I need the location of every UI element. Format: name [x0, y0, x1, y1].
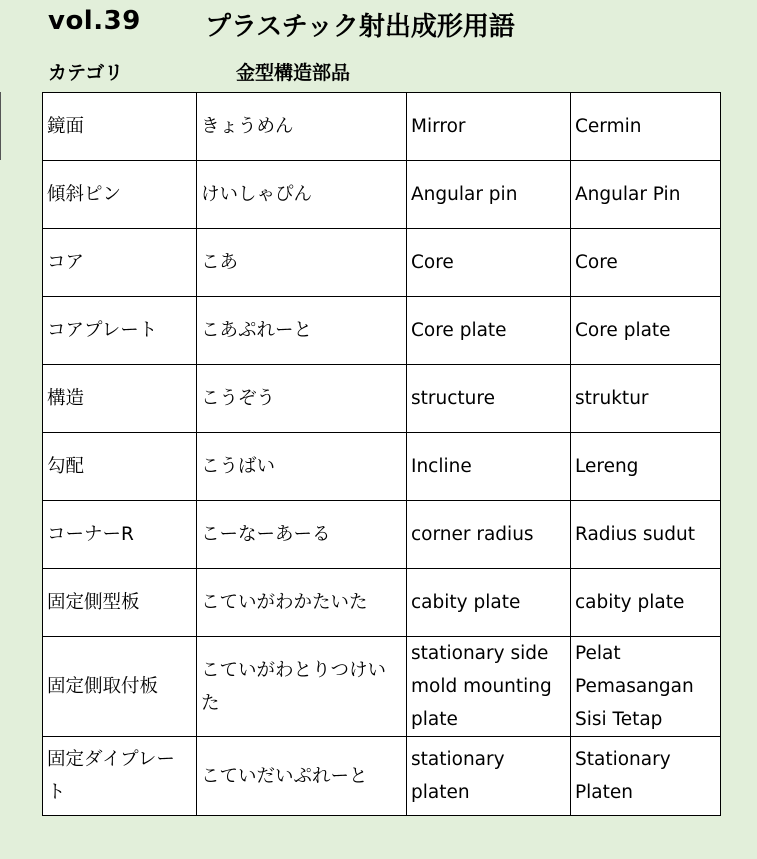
table-row — [43, 501, 721, 569]
reading-cell: けいしゃぴん — [197, 161, 407, 229]
reading-cell: こあ — [197, 229, 407, 297]
left-edge-marker — [0, 92, 1, 160]
table-row — [43, 569, 721, 637]
english-cell: stationary side mold mounting plate — [407, 637, 571, 737]
term-cell: 勾配 — [43, 433, 197, 501]
english-cell: Angular pin — [407, 161, 571, 229]
indonesian-cell: Radius sudut — [571, 501, 721, 569]
indonesian-cell: Lereng — [571, 433, 721, 501]
reading-cell: こていがわとりつけいた — [197, 637, 407, 737]
english-cell: Core plate — [407, 297, 571, 365]
table-row — [43, 229, 721, 297]
indonesian-cell: Angular Pin — [571, 161, 721, 229]
table-row — [43, 737, 721, 816]
reading-cell: こうばい — [197, 433, 407, 501]
reading-cell: きょうめん — [197, 93, 407, 161]
indonesian-cell: Cermin — [571, 93, 721, 161]
table-row — [43, 93, 721, 161]
term-cell: 鏡面 — [43, 93, 197, 161]
table-row — [43, 297, 721, 365]
table-row — [43, 365, 721, 433]
term-cell: コーナーR — [43, 501, 197, 569]
english-cell: Mirror — [407, 93, 571, 161]
reading-cell: こーなーあーる — [197, 501, 407, 569]
category-value: 金型構造部品 — [236, 62, 351, 84]
table-row — [43, 161, 721, 229]
english-cell: corner radius — [407, 501, 571, 569]
term-cell: コア — [43, 229, 197, 297]
glossary-table — [42, 92, 721, 816]
reading-cell: こうぞう — [197, 365, 407, 433]
reading-cell: こあぷれーと — [197, 297, 407, 365]
english-cell: Core — [407, 229, 571, 297]
indonesian-cell: cabity plate — [571, 569, 721, 637]
term-cell: 固定側型板 — [43, 569, 197, 637]
page-title: プラスチック射出成形用語 — [205, 12, 515, 42]
table-row — [43, 637, 721, 737]
volume-label: vol.39 — [48, 6, 141, 36]
term-cell: 固定ダイプレート — [43, 737, 197, 816]
reading-cell: こていだいぷれーと — [197, 737, 407, 816]
english-cell: Incline — [407, 433, 571, 501]
category-label: カテゴリ — [48, 62, 124, 84]
indonesian-cell: Core plate — [571, 297, 721, 365]
indonesian-cell: Core — [571, 229, 721, 297]
reading-cell: こていがわかたいた — [197, 569, 407, 637]
english-cell: stationary platen — [407, 737, 571, 816]
indonesian-cell: struktur — [571, 365, 721, 433]
term-cell: 固定側取付板 — [43, 637, 197, 737]
table-row — [43, 433, 721, 501]
term-cell: 傾斜ピン — [43, 161, 197, 229]
indonesian-cell: Stationary Platen — [571, 737, 721, 816]
english-cell: structure — [407, 365, 571, 433]
indonesian-cell: Pelat Pemasangan Sisi Tetap — [571, 637, 721, 737]
english-cell: cabity plate — [407, 569, 571, 637]
term-cell: 構造 — [43, 365, 197, 433]
term-cell: コアプレート — [43, 297, 197, 365]
